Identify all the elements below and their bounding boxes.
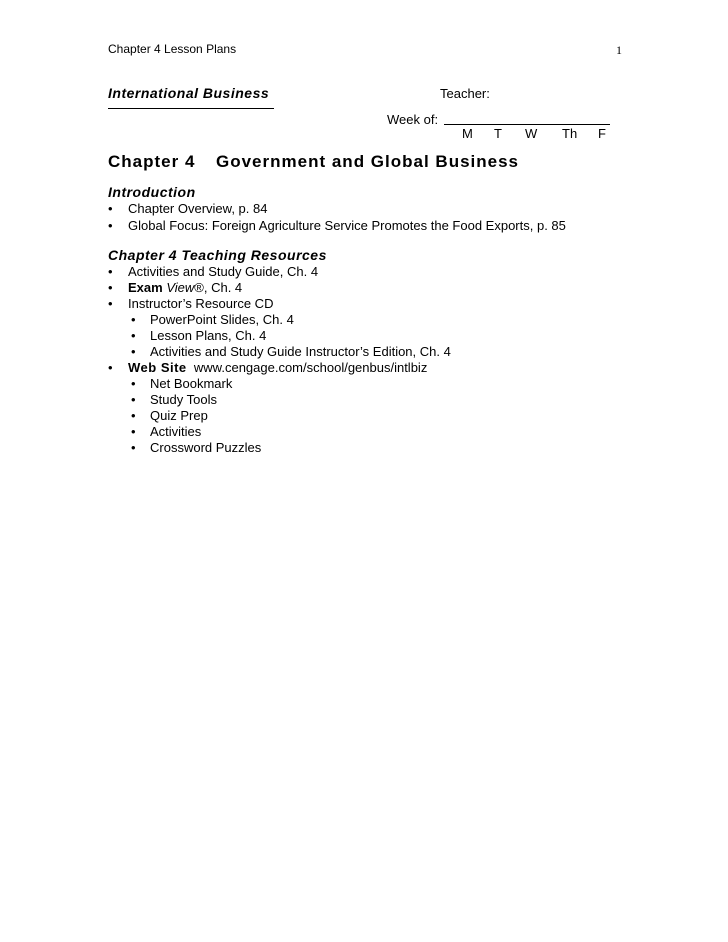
page-number: 1 bbox=[616, 43, 622, 57]
bullet-icon: • bbox=[131, 392, 136, 407]
web-sub-item: Net Bookmark bbox=[150, 376, 233, 391]
bullet-icon: • bbox=[131, 376, 136, 391]
bullet-icon: • bbox=[131, 312, 136, 327]
bullet-icon: • bbox=[108, 360, 113, 375]
intro-heading: Introduction bbox=[108, 184, 196, 200]
day-th: Th bbox=[562, 126, 578, 141]
bullet-icon: • bbox=[131, 408, 136, 423]
bullet-icon: • bbox=[131, 440, 136, 455]
cd-sub-item: Lesson Plans, Ch. 4 bbox=[150, 328, 267, 343]
bullet-icon: • bbox=[108, 296, 113, 311]
exam-italic: View bbox=[166, 280, 195, 295]
running-header: Chapter 4 Lesson Plans bbox=[108, 42, 237, 56]
week-label: Week of: bbox=[387, 112, 439, 127]
cd-sub-item: PowerPoint Slides, Ch. 4 bbox=[150, 312, 294, 327]
web-url: www.cengage.com/school/genbus/intlbiz bbox=[193, 360, 428, 375]
day-m: M bbox=[462, 126, 473, 141]
bullet-icon: • bbox=[131, 328, 136, 343]
bullet-icon: • bbox=[108, 264, 113, 279]
exam-bold: Exam bbox=[128, 280, 163, 295]
teacher-label: Teacher: bbox=[440, 86, 490, 101]
course-title: International Business bbox=[108, 85, 270, 101]
bullet-icon: • bbox=[131, 344, 136, 359]
bullet-icon: • bbox=[131, 424, 136, 439]
chapter-number: Chapter 4 bbox=[108, 152, 196, 171]
web-sub-item: Study Tools bbox=[150, 392, 217, 407]
intro-item: Chapter Overview, p. 84 bbox=[128, 201, 268, 216]
intro-item: Global Focus: Foreign Agriculture Service Promotes the Food Exports, p. 85 bbox=[128, 218, 566, 233]
web-sub-item: Activities bbox=[150, 424, 202, 439]
day-w: W bbox=[525, 126, 538, 141]
week-underline bbox=[444, 124, 610, 125]
resource-item-web bbox=[128, 360, 427, 375]
resources-heading: Chapter 4 Teaching Resources bbox=[108, 247, 327, 263]
exam-rest: ®, Ch. 4 bbox=[194, 280, 243, 295]
resource-item-exam bbox=[128, 280, 242, 295]
course-underline bbox=[108, 108, 274, 109]
web-sub-item: Crossword Puzzles bbox=[150, 440, 262, 455]
resource-item: Activities and Study Guide, Ch. 4 bbox=[128, 264, 319, 279]
chapter-title: Government and Global Business bbox=[216, 152, 520, 171]
web-sub-item: Quiz Prep bbox=[150, 408, 208, 423]
web-bold: Web Site bbox=[128, 360, 187, 375]
bullet-icon: • bbox=[108, 218, 113, 233]
cd-sub-item: Activities and Study Guide Instructor’s Edition, Ch. 4 bbox=[150, 344, 451, 359]
day-f: F bbox=[598, 126, 606, 141]
bullet-icon: • bbox=[108, 201, 113, 216]
day-t: T bbox=[494, 126, 502, 141]
resource-item: Instructor’s Resource CD bbox=[128, 296, 274, 311]
bullet-icon: • bbox=[108, 280, 113, 295]
